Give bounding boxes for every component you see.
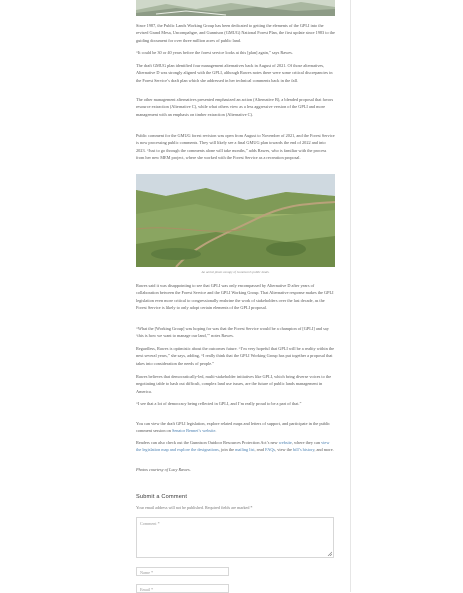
resize-handle-icon[interactable] bbox=[327, 551, 332, 556]
legislation-map-link[interactable]: view the legislation map and explore the designations bbox=[136, 440, 330, 453]
name-placeholder: Name * bbox=[140, 569, 154, 575]
legislation-link-paragraph: You can view the draft GPLI legislation, explore related maps and letters of support, and participate in the public comment session on Senator Bennet’s website. bbox=[136, 421, 331, 434]
readers-links-paragraph: Readers can also check out the Gunnison Outdoor Resources Protection Act’s new website, where they can view the legislation map and explore the designations, join the mailing list, read FAQs, view the bill’s history, and more. bbox=[136, 440, 334, 453]
article-paragraph: Since 1987, the Public Lands Working Group has been dedicated to getting the elements of the GPLI into the revised Grand Mesa, Uncompahgre, and Gunnison (GMUG) National Forest Plan, the first update since 1983 to the guiding document for over three million acres of public land. bbox=[136, 23, 335, 43]
article-paragraph: Regardless, Rawes is optimistic about the outcomes future. “I’m very hopeful that GPLI will be a reality within the next several years,” she says, adding, “I really think that the GPLI Working Group has put together a proposal that takes into consideration the needs of people.” bbox=[136, 346, 335, 366]
article-paragraph: Public comment for the GMUG forest revision was open from August to November of 2021, and the Forest Service is now processing public comments. They will likely see a final GMUG plan towards the end of 2022 and into 2023. “Just to go through the comments alone will take months,” adds Rawes, who is familiar with the process from her new MEM project, where she worked with the Forest Service as a recreation proposal. bbox=[136, 133, 335, 161]
article-paragraph: “What the [Working Group] was hoping for was that the Forest Service would be a champion of [GPLI] and say ‘this is how we want to manage our land,’” notes Rawes. bbox=[136, 326, 329, 339]
photo-credit: Photos courtesy of Lucy Rawes. bbox=[136, 467, 191, 472]
bill-history-link[interactable]: bill’s history bbox=[293, 447, 315, 453]
faqs-link[interactable]: FAQs bbox=[265, 447, 276, 453]
aerial-landscape-image bbox=[136, 174, 335, 267]
comment-section-title: Submit a Comment bbox=[136, 494, 188, 500]
article-paragraph: “It could be 30 or 40 years before the forest service looks at this [plan] again,” says Rawes. bbox=[136, 50, 293, 55]
comment-textarea[interactable] bbox=[136, 517, 334, 558]
article-paragraph: The other management alternatives presented emphasized an action (Alternative B), a blended proposal that favors resource extraction (Alternative C), while what others view as a less aggressive version of the GPLI and more management with an emphasis on timber extraction (Alternative C). bbox=[136, 97, 334, 117]
senator-bennet-website-link[interactable]: Senator Bennet’s website bbox=[171, 428, 216, 434]
name-field[interactable] bbox=[136, 567, 229, 576]
website-link[interactable]: website bbox=[278, 440, 292, 445]
image-caption: An aerial photo canopy of Gunnison’s public lands. bbox=[201, 270, 270, 274]
email-placeholder: Email * bbox=[140, 586, 154, 592]
comment-placeholder: Comment * bbox=[140, 521, 160, 526]
article-paragraph: Rawes believes that democratically-led, multi-stakeholder initiatives like GPLI, which bring diverse voices to the negotiating table to hash out difficult, complex land use issues, are the future of public lands management in America. bbox=[136, 374, 332, 394]
mailing-list-link[interactable]: mailing list bbox=[235, 447, 255, 453]
article-paragraph: “I see that a lot of democracy being reflected in GPLI, and I’m really proud to be a part of that.” bbox=[136, 401, 302, 406]
article-paragraph: The draft GMUG plan identified four management alternatives back in August of 2021. Of those alternatives, Alternative D was strongly aligned with the GPLI, although Rawes notes there were some critical discrepancies in the Forest Service’s draft plan which she addressed in her technical comments back in the fall. bbox=[136, 63, 333, 83]
article-paragraph: Rawes said it was disappointing to see that GPLI was only encompassed by Alternative D after years of collaboration between the Forest Service and the GPLI Working Group. That Alternative response makes the GPLI legislation even more critical to congressionally enshrine the work of stakeholders over the last decade, as the Forest Service is likely to only adopt certain elements of the GPLI proposal. bbox=[136, 283, 334, 311]
comment-required-note: Your email address will not be published. Required fields are marked * bbox=[136, 505, 253, 510]
sidebar-divider bbox=[350, 0, 351, 592]
article-hero-image bbox=[136, 0, 335, 16]
